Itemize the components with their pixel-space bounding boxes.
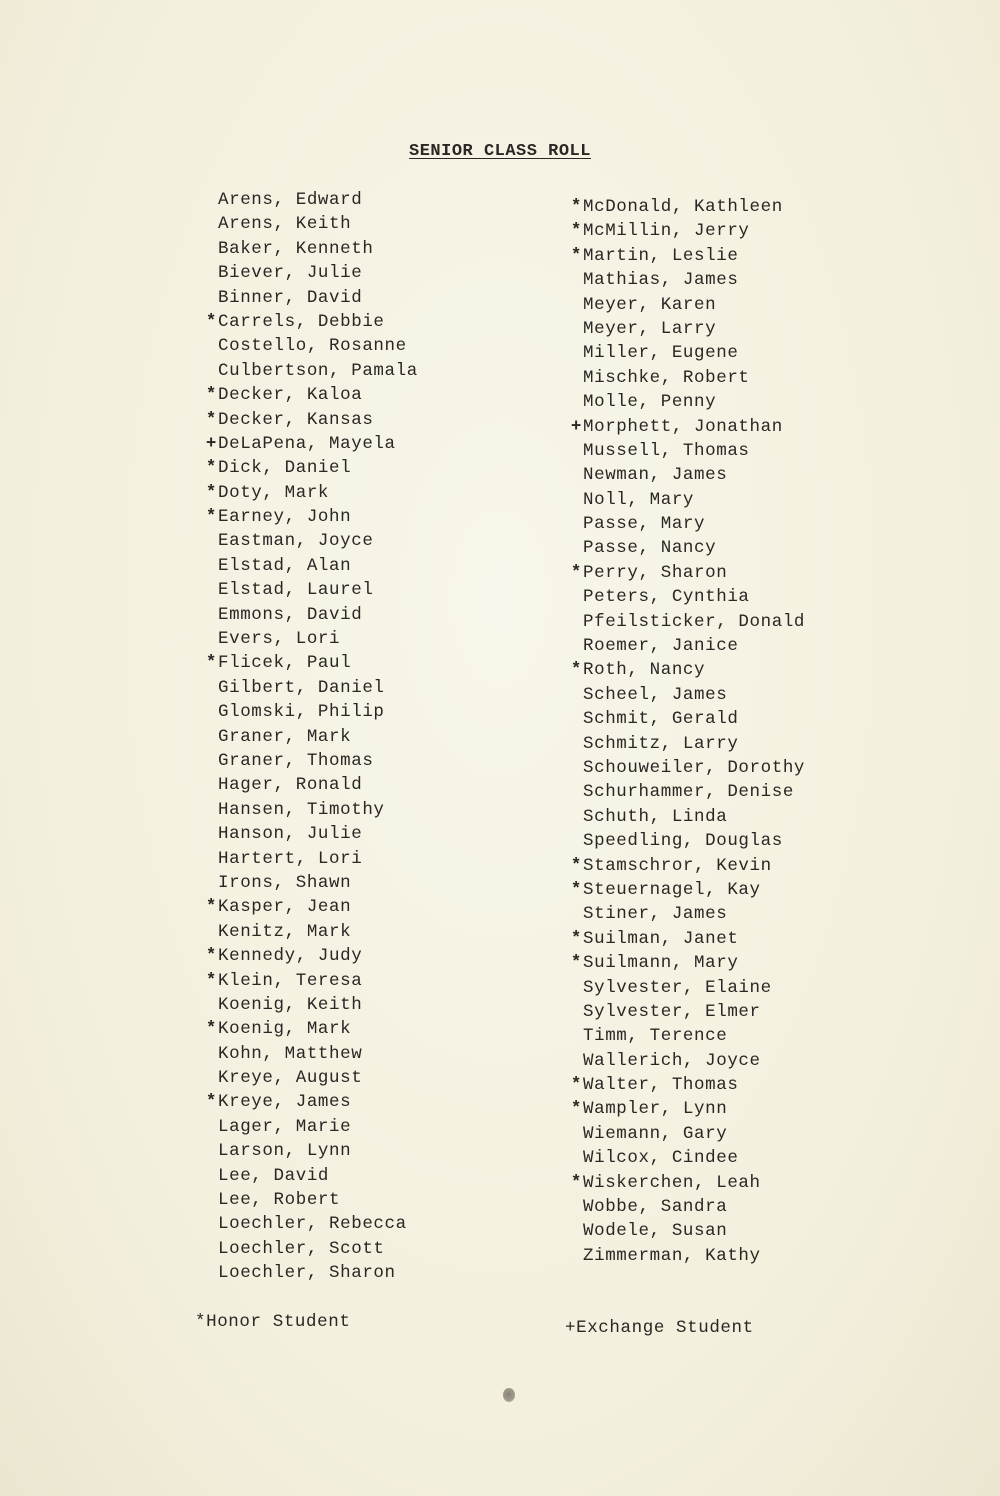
student-entry bbox=[565, 341, 805, 365]
student-name: Molle, Penny bbox=[583, 392, 717, 413]
student-name: Meyer, Larry bbox=[583, 318, 717, 339]
student-entry bbox=[200, 334, 418, 358]
student-mark bbox=[200, 700, 217, 724]
student-entry bbox=[200, 895, 418, 919]
student-entry bbox=[565, 1000, 805, 1024]
student-mark bbox=[200, 237, 217, 261]
student-name: Schuth, Linda bbox=[583, 806, 728, 827]
student-entry bbox=[565, 488, 805, 512]
student-entry bbox=[565, 610, 805, 634]
student-name: Timm, Terence bbox=[583, 1026, 728, 1047]
student-mark: * bbox=[205, 311, 217, 332]
student-name: Koenig, Keith bbox=[218, 994, 363, 1015]
student-name: Graner, Thomas bbox=[218, 750, 374, 771]
student-name: Flicek, Paul bbox=[218, 653, 352, 674]
student-name: Arens, Edward bbox=[218, 190, 363, 210]
student-name: DeLaPena, Mayela bbox=[218, 433, 396, 454]
student-name: McMillin, Jerry bbox=[583, 221, 750, 242]
student-mark bbox=[565, 366, 582, 390]
student-mark: * bbox=[570, 928, 582, 949]
student-mark bbox=[565, 610, 582, 634]
student-entry bbox=[200, 286, 418, 310]
student-name: Suilman, Janet bbox=[583, 928, 739, 949]
student-name: Wobbe, Sandra bbox=[583, 1197, 728, 1218]
student-entry bbox=[200, 554, 418, 578]
student-entry bbox=[565, 463, 805, 487]
student-mark bbox=[565, 707, 582, 731]
student-name: Morphett, Jonathan bbox=[583, 416, 783, 437]
student-entry bbox=[565, 512, 805, 536]
student-entry bbox=[200, 944, 418, 968]
exchange-student-legend: +Exchange Student bbox=[565, 1318, 754, 1338]
student-entry bbox=[200, 383, 418, 407]
student-entry bbox=[200, 969, 418, 993]
student-mark: * bbox=[205, 1019, 217, 1040]
student-name: Kreye, James bbox=[218, 1092, 352, 1113]
student-entry bbox=[200, 1090, 418, 1114]
student-mark bbox=[565, 732, 582, 756]
student-entry bbox=[200, 847, 418, 871]
student-mark bbox=[200, 359, 217, 383]
student-name: Peters, Cynthia bbox=[583, 587, 750, 608]
student-entry bbox=[565, 268, 805, 292]
student-name: Loechler, Rebecca bbox=[218, 1214, 407, 1235]
student-mark bbox=[200, 1066, 217, 1090]
student-entry bbox=[200, 676, 418, 700]
student-entry bbox=[200, 456, 418, 480]
student-entry bbox=[565, 317, 805, 341]
student-mark: + bbox=[570, 416, 582, 437]
student-mark bbox=[565, 780, 582, 804]
student-mark bbox=[200, 1237, 217, 1261]
student-name: Carrels, Debbie bbox=[218, 311, 385, 332]
student-name: Costello, Rosanne bbox=[218, 336, 407, 357]
student-mark bbox=[200, 334, 217, 358]
student-mark bbox=[200, 920, 217, 944]
student-name: Lager, Marie bbox=[218, 1116, 352, 1137]
student-entry bbox=[565, 1219, 805, 1243]
student-entry bbox=[565, 561, 805, 585]
page-title: SENIOR CLASS ROLL bbox=[409, 142, 591, 161]
student-name: Decker, Kansas bbox=[218, 409, 374, 430]
student-entry bbox=[200, 1164, 418, 1188]
student-entry bbox=[200, 1066, 418, 1090]
student-entry bbox=[565, 732, 805, 756]
student-mark: * bbox=[205, 409, 217, 430]
student-entry bbox=[200, 822, 418, 846]
student-name: Lee, David bbox=[218, 1165, 330, 1186]
student-name: Mussell, Thomas bbox=[583, 440, 750, 461]
student-mark bbox=[200, 1139, 217, 1163]
student-name: Stiner, James bbox=[583, 904, 728, 925]
student-mark: * bbox=[570, 660, 582, 681]
student-name: Klein, Teresa bbox=[218, 970, 363, 991]
student-entry bbox=[565, 219, 805, 243]
student-mark bbox=[200, 286, 217, 310]
roll-column-right bbox=[565, 195, 805, 1268]
student-name: Wilcox, Cindee bbox=[583, 1148, 739, 1169]
student-name: Hansen, Timothy bbox=[218, 799, 385, 820]
student-name: Roemer, Janice bbox=[583, 636, 739, 657]
student-entry bbox=[565, 951, 805, 975]
student-name: Glomski, Philip bbox=[218, 702, 385, 723]
student-mark bbox=[200, 725, 217, 749]
student-name: Pfeilsticker, Donald bbox=[583, 611, 806, 632]
student-entry bbox=[565, 1171, 805, 1195]
student-name: Noll, Mary bbox=[583, 489, 695, 510]
student-mark bbox=[565, 829, 582, 853]
student-mark bbox=[565, 536, 582, 560]
student-entry bbox=[200, 1237, 418, 1261]
student-mark bbox=[565, 585, 582, 609]
student-entry bbox=[200, 529, 418, 553]
student-name: Binner, David bbox=[218, 287, 363, 308]
student-mark: * bbox=[570, 953, 582, 974]
student-mark bbox=[565, 317, 582, 341]
student-mark bbox=[565, 634, 582, 658]
student-mark: * bbox=[205, 507, 217, 528]
student-entry bbox=[200, 1042, 418, 1066]
student-entry bbox=[565, 1049, 805, 1073]
student-name: Schmit, Gerald bbox=[583, 709, 739, 730]
student-name: Passe, Nancy bbox=[583, 538, 717, 559]
student-name: Mathias, James bbox=[583, 270, 739, 291]
student-name: Evers, Lori bbox=[218, 629, 341, 650]
student-mark bbox=[565, 439, 582, 463]
student-name: Schurhammer, Denise bbox=[583, 782, 794, 803]
student-entry bbox=[200, 408, 418, 432]
student-entry bbox=[200, 212, 418, 236]
student-mark bbox=[200, 554, 217, 578]
student-mark bbox=[200, 993, 217, 1017]
student-name: Wiemann, Gary bbox=[583, 1123, 728, 1144]
student-name: Suilmann, Mary bbox=[583, 953, 739, 974]
student-entry bbox=[200, 651, 418, 675]
student-name: Dick, Daniel bbox=[218, 458, 352, 479]
student-entry bbox=[565, 902, 805, 926]
student-entry bbox=[565, 927, 805, 951]
student-mark: * bbox=[570, 1099, 582, 1120]
student-mark: * bbox=[570, 197, 582, 217]
student-entry bbox=[200, 725, 418, 749]
student-entry bbox=[200, 237, 418, 261]
student-name: Decker, Kaloa bbox=[218, 385, 363, 406]
student-mark bbox=[565, 756, 582, 780]
student-name: Steuernagel, Kay bbox=[583, 879, 761, 900]
honor-student-legend: *Honor Student bbox=[195, 1312, 351, 1332]
student-mark bbox=[565, 488, 582, 512]
student-mark bbox=[200, 798, 217, 822]
student-entry bbox=[200, 1017, 418, 1041]
student-name: Culbertson, Pamala bbox=[218, 360, 418, 381]
student-entry bbox=[200, 798, 418, 822]
student-entry bbox=[565, 1244, 805, 1268]
student-name: Perry, Sharon bbox=[583, 562, 728, 583]
student-name: Elstad, Alan bbox=[218, 555, 352, 576]
student-mark bbox=[200, 212, 217, 236]
student-entry bbox=[565, 878, 805, 902]
student-name: Kenitz, Mark bbox=[218, 921, 352, 942]
student-mark: * bbox=[205, 970, 217, 991]
student-entry bbox=[200, 1139, 418, 1163]
student-name: Martin, Leslie bbox=[583, 245, 739, 266]
student-mark: * bbox=[205, 482, 217, 503]
student-mark: * bbox=[205, 946, 217, 967]
student-name: Wodele, Susan bbox=[583, 1221, 728, 1242]
student-name: Kasper, Jean bbox=[218, 897, 352, 918]
student-entry bbox=[565, 780, 805, 804]
student-mark bbox=[565, 1000, 582, 1024]
student-name: Miller, Eugene bbox=[583, 343, 739, 364]
student-name: Koenig, Mark bbox=[218, 1019, 352, 1040]
student-mark bbox=[200, 676, 217, 700]
student-entry bbox=[200, 993, 418, 1017]
punch-hole-mark bbox=[503, 1388, 515, 1402]
student-entry bbox=[200, 1212, 418, 1236]
student-entry bbox=[565, 1024, 805, 1048]
student-mark bbox=[565, 1146, 582, 1170]
student-name: Doty, Mark bbox=[218, 482, 330, 503]
student-mark bbox=[200, 627, 217, 651]
student-mark bbox=[200, 188, 217, 212]
student-entry bbox=[200, 310, 418, 334]
student-mark bbox=[565, 512, 582, 536]
student-entry bbox=[565, 293, 805, 317]
student-mark: * bbox=[570, 562, 582, 583]
student-mark bbox=[565, 390, 582, 414]
student-name: Arens, Keith bbox=[218, 214, 352, 235]
student-entry bbox=[565, 390, 805, 414]
student-entry bbox=[565, 854, 805, 878]
student-entry bbox=[565, 536, 805, 560]
student-name: Schouweiler, Dorothy bbox=[583, 757, 806, 778]
student-name: Wampler, Lynn bbox=[583, 1099, 728, 1120]
student-mark bbox=[565, 1244, 582, 1268]
student-mark: * bbox=[570, 1075, 582, 1096]
student-entry bbox=[565, 366, 805, 390]
student-mark: * bbox=[570, 855, 582, 876]
student-entry bbox=[565, 415, 805, 439]
student-entry bbox=[200, 920, 418, 944]
student-entry bbox=[565, 1146, 805, 1170]
student-name: Loechler, Sharon bbox=[218, 1263, 396, 1284]
student-entry bbox=[565, 585, 805, 609]
student-entry bbox=[200, 603, 418, 627]
student-mark bbox=[200, 749, 217, 773]
student-entry bbox=[200, 1188, 418, 1212]
student-name: Hartert, Lori bbox=[218, 848, 363, 869]
student-entry bbox=[200, 1261, 418, 1285]
student-entry bbox=[200, 481, 418, 505]
student-name: Roth, Nancy bbox=[583, 660, 706, 681]
student-name: Schmitz, Larry bbox=[583, 733, 739, 754]
student-mark bbox=[200, 1212, 217, 1236]
student-mark bbox=[565, 293, 582, 317]
student-mark bbox=[565, 1195, 582, 1219]
student-entry bbox=[565, 805, 805, 829]
student-name: Speedling, Douglas bbox=[583, 831, 783, 852]
student-mark bbox=[200, 1042, 217, 1066]
student-entry bbox=[200, 773, 418, 797]
student-mark bbox=[565, 1049, 582, 1073]
student-mark bbox=[200, 1164, 217, 1188]
student-entry bbox=[200, 505, 418, 529]
student-mark bbox=[565, 341, 582, 365]
student-mark bbox=[565, 902, 582, 926]
student-mark: * bbox=[570, 1172, 582, 1193]
student-mark bbox=[200, 603, 217, 627]
student-mark bbox=[565, 805, 582, 829]
student-entry bbox=[200, 432, 418, 456]
student-name: Lee, Robert bbox=[218, 1190, 341, 1211]
student-name: Eastman, Joyce bbox=[218, 531, 374, 552]
student-name: Hanson, Julie bbox=[218, 824, 363, 845]
student-mark: * bbox=[570, 245, 582, 266]
student-mark bbox=[200, 529, 217, 553]
student-name: Irons, Shawn bbox=[218, 872, 352, 893]
student-mark bbox=[200, 1261, 217, 1285]
student-mark: * bbox=[205, 653, 217, 674]
student-mark bbox=[565, 463, 582, 487]
student-entry bbox=[565, 756, 805, 780]
student-entry bbox=[565, 1122, 805, 1146]
student-name: Kreye, August bbox=[218, 1068, 363, 1089]
student-entry bbox=[565, 1195, 805, 1219]
student-name: Scheel, James bbox=[583, 684, 728, 705]
student-name: Sylvester, Elmer bbox=[583, 1001, 761, 1022]
student-name: Baker, Kenneth bbox=[218, 238, 374, 259]
student-entry bbox=[565, 439, 805, 463]
student-entry bbox=[565, 195, 805, 219]
student-mark bbox=[565, 976, 582, 1000]
student-mark bbox=[565, 268, 582, 292]
student-entry bbox=[565, 683, 805, 707]
student-mark bbox=[200, 1188, 217, 1212]
student-mark bbox=[565, 683, 582, 707]
student-mark bbox=[565, 1122, 582, 1146]
student-name: Elstad, Laurel bbox=[218, 580, 374, 601]
student-name: Wiskerchen, Leah bbox=[583, 1172, 761, 1193]
student-entry bbox=[565, 1073, 805, 1097]
student-mark: * bbox=[205, 1092, 217, 1113]
student-entry bbox=[200, 871, 418, 895]
student-name: Zimmerman, Kathy bbox=[583, 1245, 761, 1266]
student-entry bbox=[565, 634, 805, 658]
student-name: Emmons, David bbox=[218, 604, 363, 625]
student-mark: * bbox=[205, 458, 217, 479]
student-mark bbox=[200, 773, 217, 797]
student-entry bbox=[565, 244, 805, 268]
student-name: Gilbert, Daniel bbox=[218, 677, 385, 698]
student-name: Hager, Ronald bbox=[218, 775, 363, 796]
student-mark bbox=[565, 1219, 582, 1243]
student-mark: + bbox=[205, 433, 217, 454]
student-entry bbox=[200, 261, 418, 285]
student-entry bbox=[565, 976, 805, 1000]
student-name: Passe, Mary bbox=[583, 514, 706, 535]
student-mark bbox=[200, 822, 217, 846]
student-name: Loechler, Scott bbox=[218, 1238, 385, 1259]
student-name: Graner, Mark bbox=[218, 726, 352, 747]
student-entry bbox=[200, 1115, 418, 1139]
student-mark bbox=[200, 261, 217, 285]
student-entry bbox=[565, 829, 805, 853]
student-mark bbox=[200, 847, 217, 871]
roll-column-left bbox=[200, 188, 418, 1286]
student-name: Larson, Lynn bbox=[218, 1141, 352, 1162]
student-entry bbox=[200, 578, 418, 602]
student-entry bbox=[565, 707, 805, 731]
student-name: Meyer, Karen bbox=[583, 294, 717, 315]
student-name: Biever, Julie bbox=[218, 263, 363, 284]
student-entry bbox=[200, 627, 418, 651]
student-entry bbox=[200, 749, 418, 773]
student-name: Mischke, Robert bbox=[583, 367, 750, 388]
student-name: Stamschror, Kevin bbox=[583, 855, 772, 876]
student-name: Wallerich, Joyce bbox=[583, 1050, 761, 1071]
student-name: Walter, Thomas bbox=[583, 1075, 739, 1096]
student-mark: * bbox=[205, 385, 217, 406]
student-entry bbox=[565, 658, 805, 682]
student-name: McDonald, Kathleen bbox=[583, 197, 783, 217]
student-entry bbox=[200, 700, 418, 724]
student-name: Earney, John bbox=[218, 507, 352, 528]
student-entry bbox=[565, 1097, 805, 1121]
student-entry bbox=[200, 359, 418, 383]
student-mark bbox=[200, 1115, 217, 1139]
student-name: Kennedy, Judy bbox=[218, 946, 363, 967]
student-mark: * bbox=[570, 879, 582, 900]
student-entry bbox=[200, 188, 418, 212]
student-mark bbox=[200, 871, 217, 895]
student-mark bbox=[200, 578, 217, 602]
student-mark: * bbox=[570, 221, 582, 242]
student-mark bbox=[565, 1024, 582, 1048]
student-name: Newman, James bbox=[583, 465, 728, 486]
student-name: Sylvester, Elaine bbox=[583, 977, 772, 998]
student-mark: * bbox=[205, 897, 217, 918]
student-name: Kohn, Matthew bbox=[218, 1043, 363, 1064]
